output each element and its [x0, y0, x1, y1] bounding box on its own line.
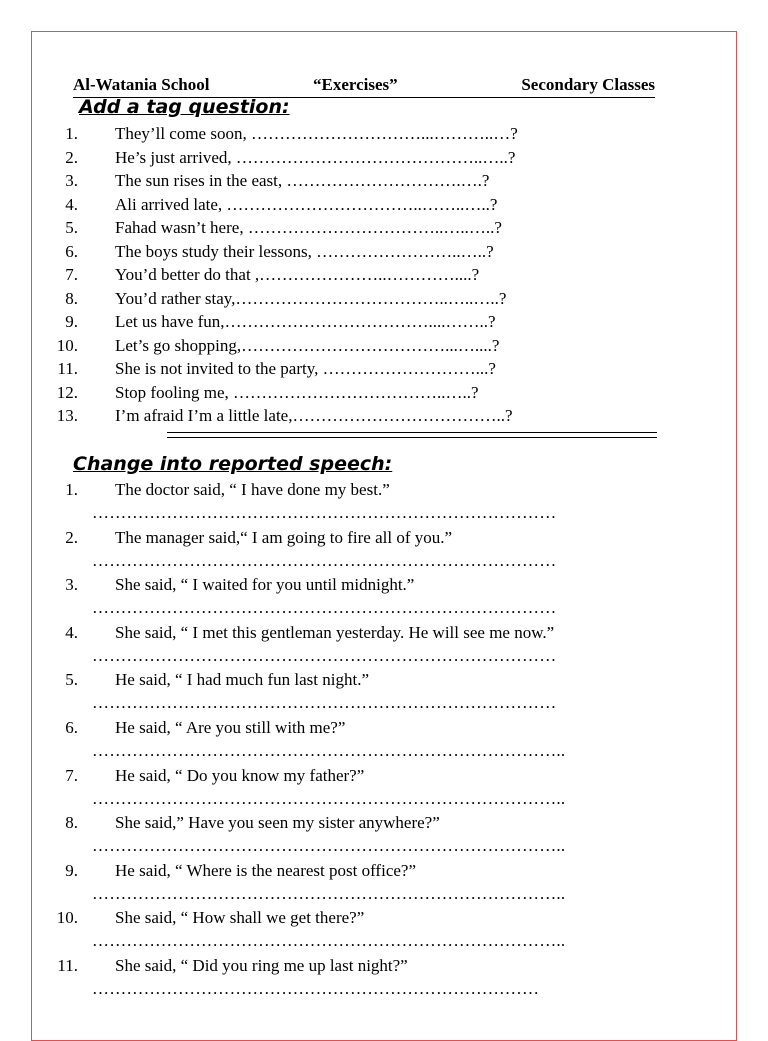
item-text: Stop fooling me, ………………………………..…..?	[115, 382, 479, 402]
worksheet-header	[73, 75, 655, 98]
list-item	[50, 263, 650, 287]
answer-blank-line[interactable]: ……………………………………………………………………	[92, 978, 540, 998]
item-number: 1.	[65, 124, 78, 143]
list-item	[50, 478, 690, 526]
reported-speech-list	[50, 478, 690, 1002]
item-text: The doctor said, “ I have done my best.”	[115, 480, 390, 499]
item-text: The boys study their lessons, ……………………..…..?	[115, 241, 494, 261]
list-item	[50, 404, 650, 428]
item-text: She said, “ Did you ring me up last night?”	[115, 955, 408, 975]
list-item	[50, 193, 650, 217]
list-item	[50, 621, 690, 669]
answer-blank-line[interactable]: ………………………………………………………………………..	[92, 740, 566, 760]
item-text: They’ll come soon, …………………………...………..…?	[115, 124, 518, 143]
item-text: She is not invited to the party, ………………………...?	[115, 359, 496, 378]
item-number: 10.	[56, 908, 78, 928]
item-text: You’d rather stay,………………………………..…..…..?	[115, 288, 507, 308]
item-number: 4.	[65, 194, 78, 214]
item-number: 6.	[65, 717, 78, 737]
item-text: She said, “ I met this gentleman yesterday. He will see me now.”	[115, 622, 555, 642]
item-text: She said,” Have you seen my sister anywhere?”	[115, 813, 440, 833]
item-number: 5.	[65, 670, 78, 690]
item-text: He said, “ I had much fun last night.”	[115, 670, 369, 690]
item-number: 11.	[57, 955, 78, 975]
item-text: The manager said,“ I am going to fire all of you.”	[115, 527, 453, 547]
section-title-tag-question: Add a tag question:	[79, 96, 290, 118]
answer-blank-line[interactable]: ………………………………………………………………………	[92, 503, 557, 522]
list-item	[50, 240, 650, 264]
item-text: He said, “ Are you still with me?”	[115, 717, 346, 737]
list-item	[50, 334, 650, 358]
item-number: 9.	[65, 312, 78, 331]
answer-blank-line[interactable]: ………………………………………………………………………	[92, 645, 557, 665]
item-text: She said, “ How shall we get there?”	[115, 908, 365, 928]
item-number: 1.	[65, 480, 78, 499]
answer-blank-line[interactable]: ………………………………………………………………………..	[92, 883, 566, 903]
list-item	[50, 381, 650, 405]
list-item	[50, 146, 650, 170]
list-item	[50, 287, 650, 311]
section-title-reported-speech: Change into reported speech:	[73, 453, 393, 475]
item-text: Fahad wasn’t here, ……………………………..…..…..?	[115, 218, 502, 237]
item-number: 3.	[65, 171, 78, 190]
section-separator	[167, 432, 657, 438]
item-text: Let’s go shopping,………………………………...…....?	[115, 335, 500, 355]
list-item	[50, 216, 650, 240]
list-item	[50, 526, 690, 574]
worksheet-title: “Exercises”	[313, 75, 398, 94]
list-item	[50, 122, 650, 146]
tag-question-list	[50, 122, 650, 428]
item-number: 8.	[65, 288, 78, 308]
list-item	[50, 954, 690, 1002]
list-item	[50, 859, 690, 907]
item-number: 5.	[65, 218, 78, 237]
answer-blank-line[interactable]: ………………………………………………………………………	[92, 550, 557, 570]
list-item	[50, 906, 690, 954]
item-number: 6.	[65, 241, 78, 261]
item-text: Let us have fun,………………………………....……..?	[115, 312, 496, 331]
item-text: I’m afraid I’m a little late,………………………………..?	[115, 406, 513, 425]
item-number: 9.	[65, 860, 78, 880]
school-name: Al-Watania School	[73, 75, 210, 94]
item-number: 8.	[65, 813, 78, 833]
answer-blank-line[interactable]: ………………………………………………………………………..	[92, 788, 566, 808]
list-item	[50, 310, 650, 334]
answer-blank-line[interactable]: ………………………………………………………………………..	[92, 931, 566, 951]
item-text: He said, “ Do you know my father?”	[115, 765, 365, 785]
item-text: Ali arrived late, ……………………………..……..…..?	[115, 194, 498, 214]
item-text: She said, “ I waited for you until midnight.”	[115, 575, 415, 595]
list-item	[50, 764, 690, 812]
item-number: 3.	[65, 575, 78, 595]
list-item	[50, 573, 690, 621]
item-number: 11.	[57, 359, 78, 378]
item-number: 7.	[65, 765, 78, 785]
list-item	[50, 357, 650, 381]
item-number: 2.	[65, 147, 78, 167]
answer-blank-line[interactable]: ………………………………………………………………………..	[92, 836, 566, 856]
list-item	[50, 716, 690, 764]
item-number: 2.	[65, 527, 78, 547]
item-text: He’s just arrived, ……………………………………..…..?	[115, 147, 516, 167]
item-number: 4.	[65, 622, 78, 642]
list-item	[50, 811, 690, 859]
item-number: 13.	[56, 406, 78, 425]
item-text: The sun rises in the east, ………………………….….?	[115, 171, 490, 190]
list-item	[50, 668, 690, 716]
item-number: 10.	[56, 335, 78, 355]
class-level: Secondary Classes	[521, 75, 655, 94]
item-text: You’d better do that ,…………………..…………....?	[115, 265, 480, 284]
list-item	[50, 169, 650, 193]
item-number: 12.	[56, 382, 78, 402]
item-number: 7.	[65, 265, 78, 284]
answer-blank-line[interactable]: ………………………………………………………………………	[92, 693, 557, 713]
answer-blank-line[interactable]: ………………………………………………………………………	[92, 598, 557, 618]
item-text: He said, “ Where is the nearest post office?”	[115, 860, 416, 880]
